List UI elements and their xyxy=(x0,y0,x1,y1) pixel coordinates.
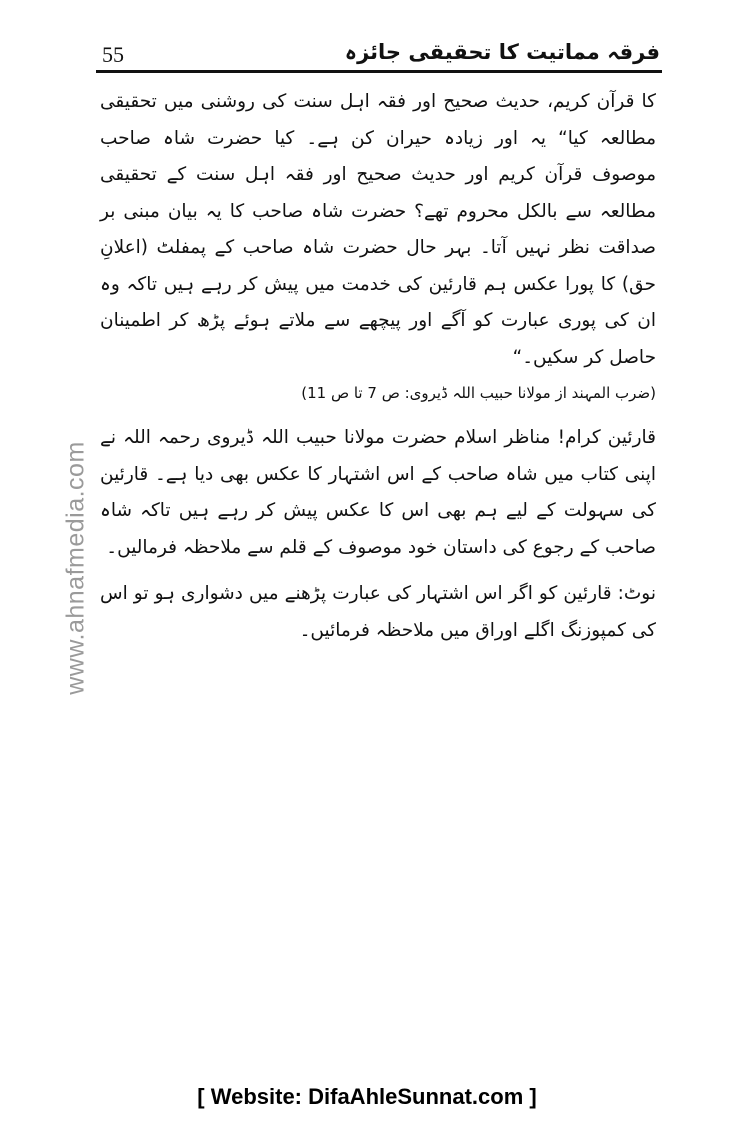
paragraph-quote-continuation: کا قرآن کریم، حدیث صحیح اور فقہ اہل سنت کی روشنی میں تحقیقی مطالعہ کیا“ یہ اور زیادہ حیران کن ہے۔ کیا حضرت شاہ صاحب موصوف قرآن کریم اور حدیث صحیح اور فقہ اہل سنت کے تحقیقی مطالعہ سے بالکل محروم تھے؟ حضرت شاہ صاحب کا یہ بیان مبنی بر صداقت نظر نہیں آتا۔ بہر حال حضرت شاہ صاحب کے پمفلٹ (اعلانِ حق) کا پورا عکس ہم قارئین کی خدمت میں پیش کر رہے ہیں تاکہ وہ ان کی پوری عبارت کو آگے اور پیچھے سے ملاتے ہوئے پڑھ کر اطمینان حاصل کر سکیں۔“ xyxy=(100,91,656,368)
paragraph-composing-note: نوٹ: قارئین کو اگر اس اشتہار کی عبارت پڑھنے میں دشواری ہو تو اس کی کمپوزنگ اگلے اوراق میں ملاحظہ فرمائیں۔ xyxy=(100,583,656,641)
page-title: فرقہ مماتیت کا تحقیقی جائزہ xyxy=(344,40,660,64)
page-number: 55 xyxy=(102,42,124,67)
paragraph-readers-note: قارئین کرام! مناظر اسلام حضرت مولانا حبیب اللہ ڈیروی رحمہ اللہ نے اپنی کتاب میں شاہ صاحب کے اس اشتہار کا عکس بھی دیا ہے۔ قارئین کی سہولت کے لیے ہم بھی اس کا عکس پیش کر رہے ہیں تاکہ شاہ صاحب کے رجوع کی داستان خود موصوف کے قلم سے ملاحظہ فرمالیں۔ xyxy=(100,427,656,558)
watermark: www.ahnafmedia.com xyxy=(61,441,90,695)
page-body xyxy=(100,84,656,649)
page-header xyxy=(96,34,662,74)
website-footer: [ Website: DifaAhleSunnat.com ] xyxy=(197,1084,537,1109)
citation-reference: (ضرب المہند از مولانا حبیب اللہ ڈیروی: ص 7 تا ص 11) xyxy=(301,384,656,402)
header-divider xyxy=(96,70,662,73)
